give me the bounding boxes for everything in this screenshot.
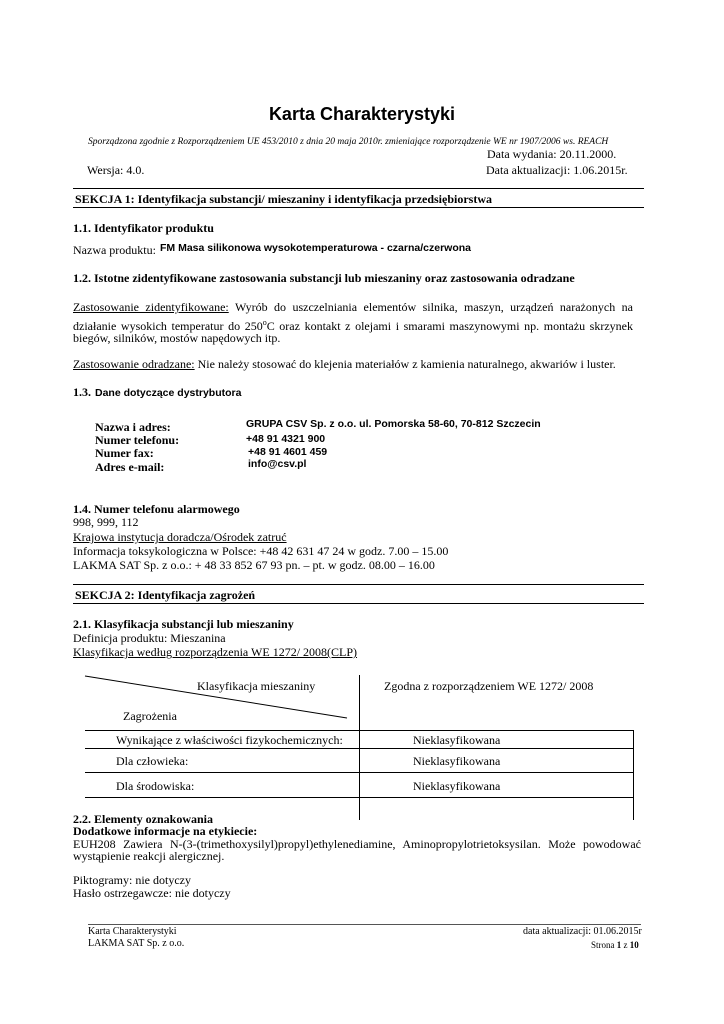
identified-use-line3: biegów, silników, mostów napędowych itp.: [73, 331, 281, 345]
signal-word: Hasło ostrzegawcze: nie dotyczy: [73, 886, 231, 900]
distributor-label-fax: Numer fax:: [95, 446, 154, 460]
identified-use-text2b: C oraz kontakt z olejami i smarami maszynowymi np. montażu skrzynek: [266, 319, 633, 333]
footer-company: LAKMA SAT Sp. z o.o.: [88, 938, 185, 949]
s13-heading: Dane dotyczące dystrybutora: [95, 387, 242, 399]
footer-update-date: data aktualizacji: 01.06.2015r: [523, 926, 642, 937]
page-title: Karta Charakterystyki: [268, 104, 456, 124]
euh208-line1: EUH208 Zawiera N-(3-(trimethoxysilyl)propyl)ethylenediamine, Aminopropylotrietoksysilan. Może powodować: [73, 837, 641, 851]
distributor-value-email: info@csv.pl: [248, 458, 307, 470]
footer-page-number: [591, 940, 639, 950]
table-row-value-1: Nieklasyfikowana: [413, 733, 501, 747]
s14-heading: 1.4. Numer telefonu alarmowego: [73, 502, 240, 516]
s13-number: 1.3.: [73, 385, 91, 399]
euh208-line2: wystąpienie reakcji alergicznej.: [73, 849, 225, 863]
table-header-hazards: Zagrożenia: [123, 709, 177, 723]
distributor-label-phone: Numer telefonu:: [95, 433, 180, 447]
advisory-institution-label: Krajowa instytucja doradcza/Ośrodek zatruć: [73, 530, 287, 544]
section2-heading: SEKCJA 2: Identyfikacja zagrożeń: [75, 588, 256, 602]
page-total: 10: [629, 940, 639, 950]
s21-heading: 2.1. Klasyfikacja substancji lub mieszaniny: [73, 617, 294, 631]
advised-against-label: Zastosowanie odradzane:: [73, 357, 195, 371]
table-header-classification: Klasyfikacja mieszaniny: [197, 679, 316, 693]
identified-use-text1: Wyrób do uszczelniania elementów silnika, maszyn, urządzeń narażonych na: [234, 300, 633, 314]
update-date: Data aktualizacji: 1.06.2015r.: [486, 163, 628, 177]
identified-use-label: Zastosowanie zidentyfikowane:: [73, 300, 229, 314]
product-name: FM Masa silikonowa wysokotemperaturowa - czarna/czerwona: [160, 242, 472, 254]
distributor-label-email: Adres e-mail:: [95, 460, 165, 474]
table-row-hazard-1: Wynikające z właściwości fizykochemicznych:: [116, 733, 343, 747]
footer-doc-title: Karta Charakterystyki: [88, 926, 177, 937]
table-header-compliance: Zgodna z rozporządzeniem WE 1272/ 2008: [384, 679, 594, 693]
version: Wersja: 4.0.: [87, 163, 145, 177]
regulation-subtitle: Sporządzona zgodnie z Rozporządzeniem UE 453/2010 z dnia 20 maja 2010r. zmieniające rozporządzenie WE nr 1907/2006 ws. REACH: [88, 137, 609, 147]
distributor-label-name: Nazwa i adres:: [95, 420, 171, 434]
table-row-value-3: Nieklasyfikowana: [413, 779, 501, 793]
table-row-hazard-2: Dla człowieka:: [116, 754, 189, 768]
tox-info: Informacja toksykologiczna w Polsce: +48 42 631 47 24 w godz. 7.00 – 15.00: [73, 544, 449, 558]
page-sep: z: [621, 940, 630, 950]
footer-rule: [88, 924, 641, 925]
distributor-value-phone: +48 91 4321 900: [246, 433, 326, 445]
product-definition: Definicja produktu: Mieszanina: [73, 631, 226, 645]
advised-against-text: Nie należy stosować do klejenia materiałów z kamienia naturalnego, akwariów i luster.: [197, 357, 616, 371]
identified-use-text2a: działanie wysokich temperatur do 250: [73, 319, 263, 333]
lakma-info: LAKMA SAT Sp. z o.o.: + 48 33 852 67 93 pn. – pt. w godz. 08.00 – 16.00: [73, 558, 435, 572]
table-row-value-2: Nieklasyfikowana: [413, 754, 501, 768]
extra-info-heading: Dodatkowe informacje na etykiecie:: [73, 824, 258, 838]
page-prefix: Strona: [591, 940, 617, 950]
s22-heading: 2.2. Elementy oznakowania: [73, 812, 214, 826]
section1-heading: SEKCJA 1: Identyfikacja substancji/ mieszaniny i identyfikacja przedsiębiorstwa: [75, 192, 493, 206]
s12-heading: 1.2. Istotne zidentyfikowane zastosowania substancji lub mieszaniny oraz zastosowania odradzane: [73, 271, 575, 285]
degree-sign: o: [262, 318, 267, 327]
emergency-numbers: 998, 999, 112: [73, 515, 139, 529]
distributor-value-fax: +48 91 4601 459: [248, 446, 328, 458]
pictograms: Piktogramy: nie dotyczy: [73, 873, 191, 887]
classification-label: Klasyfikacja według rozporządzenia WE 1272/ 2008(CLP): [73, 645, 358, 659]
page-current: 1: [616, 940, 622, 950]
issue-date: Data wydania: 20.11.2000.: [487, 147, 617, 161]
s11-heading: 1.1. Identyfikator produktu: [73, 221, 214, 235]
product-label: Nazwa produktu:: [73, 243, 156, 257]
distributor-value-name: GRUPA CSV Sp. z o.o. ul. Pomorska 58-60, 70-812 Szczecin: [246, 418, 541, 430]
table-row-hazard-3: Dla środowiska:: [116, 779, 195, 793]
